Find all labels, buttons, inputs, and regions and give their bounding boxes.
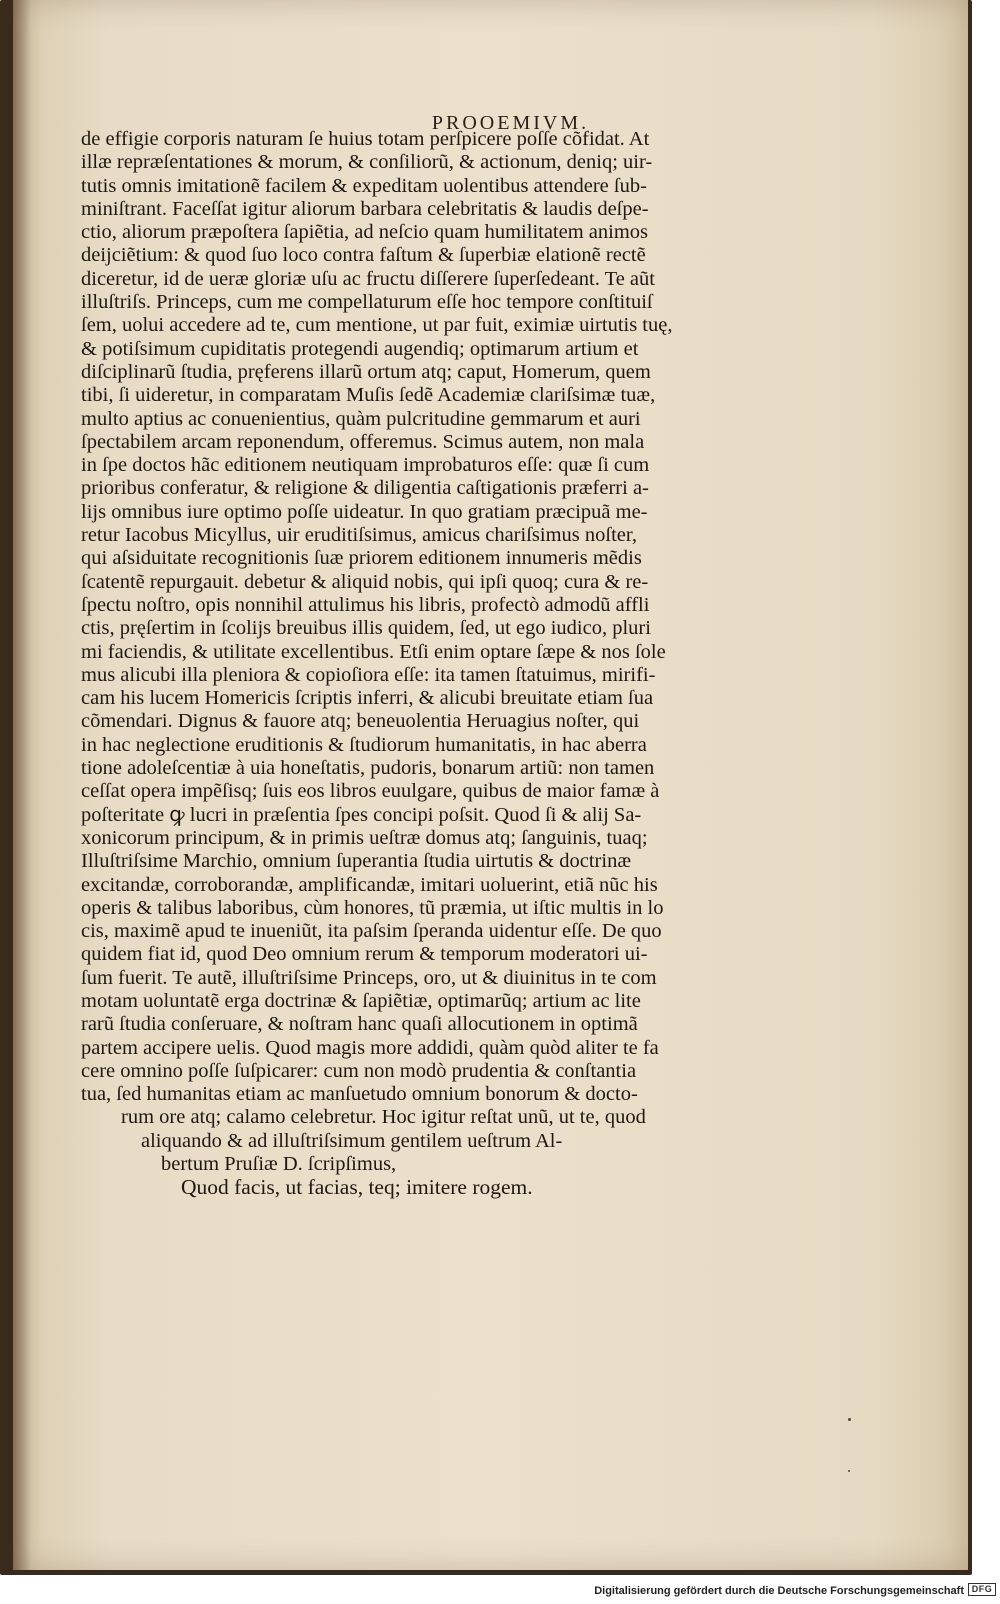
text-line: aliquando & ad illuſtriſsimum gentilem ueſtrum Al- <box>141 1129 563 1152</box>
text-line: operis & talibus laboribus, cùm honores, tũ præmia, ut iſtic multis in lo <box>81 896 664 919</box>
text-line: ceſſat opera impẽſisq; ſuis eos libros euulgare, quibus de maior famæ à <box>81 780 660 803</box>
dfg-logo: DFG <box>968 1583 996 1596</box>
paper-blemish <box>848 1418 851 1421</box>
text-line: ſem, uolui accedere ad te, cum mentione, ut par fuit, eximiæ uirtutis tuę, <box>81 314 673 337</box>
text-line: in hac neglectione eruditionis & ſtudiorum humanitatis, in hac aberra <box>81 733 647 756</box>
text-line: cam his lucem Homericis ſcriptis inferri, & alicubi breuitate etiam ſua <box>81 687 654 710</box>
text-line: ctio, aliorum præpoſtera ſapiẽtia, ad neſcio quam humilitatem animos <box>81 221 649 244</box>
text-line: bertum Pruſiæ D. ſcripſimus, <box>161 1153 397 1176</box>
text-line: excitandæ, corroborandæ, amplificandæ, imitari uoluerint, etiã nũc his <box>81 873 658 896</box>
text-line: tibi, ſi uideretur, in comparatam Muſis ſedẽ Academiæ clariſsimæ tuæ, <box>81 384 656 407</box>
footer-bar <box>0 1575 1000 1604</box>
text-line: mi faciendis, & utilitate excellentibus. Etſi enim optare ſæpe & nos ſole <box>81 640 666 663</box>
running-head: PROOEMIVM. <box>431 112 590 134</box>
text-line: deijciẽtium: & quod ſuo loco contra faſtum & ſuperbiæ elationẽ rectẽ <box>81 244 646 267</box>
text-line: ſcatentẽ repurgauit. debetur & aliquid nobis, qui ipſi quoq; cura & re- <box>81 570 649 593</box>
text-line: illuſtriſs. Princeps, cum me compellaturum eſſe hoc tempore conſtituiſ <box>81 291 653 314</box>
text-line: quidem fiat id, quod Deo omnium rerum & temporum moderatori ui- <box>81 943 648 966</box>
text-line: cere omnino poſſe ſuſpicarer: cum non modò prudentia & conſtantia <box>81 1059 637 1082</box>
text-line: de effigie corporis naturam ſe huius totam perſpicere poſſe cõfidat. At <box>81 128 650 150</box>
text-line: mus alicubi illa pleniora & copioſiora eſſe: ita tamen ſtatuimus, mirifi- <box>81 663 656 686</box>
text-line: diſciplinarũ ſtudia, pręferens illarũ ortum atq; caput, Homerum, quem <box>81 360 651 383</box>
text-line: rum ore atq; calamo celebretur. Hoc igitur reſtat unũ, ut te, quod <box>121 1106 646 1129</box>
text-line: multo aptius ac conuenientius, quàm pulcritudine gemmarum et auri <box>81 407 641 430</box>
text-line: retur Iacobus Micyllus, uir eruditiſsimus, amicus chariſsimus noſter, <box>81 524 637 547</box>
text-line: in ſpe doctos hãc editionem neutiquam improbaturos eſſe: quæ ſi cum <box>81 454 650 477</box>
text-line: tione adoleſcentiæ à uia honeſtatis, pudoris, bonarum artiũ: non tamen <box>81 757 655 780</box>
text-line: ſpectabilem arcam reponendum, offeremus. Scimus autem, non mala <box>81 430 645 453</box>
text-line: diceretur, id de ueræ gloriæ uſu ac fructu diſſerere ſuperſedeant. Te aũt <box>81 267 655 290</box>
text-line: lijs omnibus iure optimo poſſe uideatur. In quo gratiam præcipuã me- <box>81 500 648 523</box>
text-line: poſteritate ꝙ lucri in præſentia ſpes concipi poſsit. Quod ſi & alij Sa- <box>81 803 642 826</box>
text-line: tutis omnis imitationẽ facilem & expeditam uolentibus attendere ſub- <box>81 174 647 197</box>
text-line: qui aſsiduitate recognitionis ſuæ priorem editionem innumeris mẽdis <box>81 547 642 570</box>
text-line: cõmendari. Dignus & fauore atq; beneuolentia Heruagius noſter, qui <box>81 710 640 733</box>
text-line: motam uoluntatẽ erga doctrinæ & ſapiẽtiæ, optimarũq; artium ac lite <box>81 989 641 1012</box>
text-line: cis, maximẽ apud te inueniũt, ita paſsim ſperanda uidentur eſſe. De quo <box>81 920 662 943</box>
text-line: partem accipere uelis. Quod magis more addidi, quàm quòd aliter te fa <box>81 1036 659 1059</box>
book-page <box>13 0 968 1570</box>
text-line: rarũ ſtudia conſeruare, & noſtram hanc quaſi allocutionem in optimã <box>81 1013 638 1036</box>
text-line: prioribus conferatur, & religione & diligentia caſtigationis præferri a- <box>81 477 649 500</box>
text-block <box>81 128 801 1200</box>
closing-verse: Quod facis, ut facias, teq; imitere rogem. <box>181 1176 533 1200</box>
paper-blemish <box>848 1470 850 1472</box>
text-line: ſpectu noſtro, opis nonnihil attulimus his libris, profectò admodũ affli <box>81 593 650 616</box>
text-line: tua, ſed humanitas etiam ac manſuetudo omnium bonorum & docto- <box>81 1083 638 1106</box>
text-line: & potiſsimum cupiditatis protegendi augendiq; optimarum artium et <box>81 337 639 360</box>
text-line: ſum fuerit. Te autẽ, illuſtriſsime Princeps, oro, ut & diuinitus in te com <box>81 966 657 989</box>
text-line: miniſtrant. Faceſſat igitur aliorum barbara celebritatis & laudis deſpe- <box>81 197 649 220</box>
funding-credit: Digitalisierung gefördert durch die Deutsche Forschungsgemeinschaft <box>594 1585 964 1597</box>
text-line: xonicorum principum, & in primis ueſtræ domus atq; ſanguinis, tuaq; <box>81 826 648 849</box>
text-line: ctis, pręſertim in ſcolijs breuibus illis quidem, ſed, ut ego iudico, pluri <box>81 617 651 640</box>
text-line: Illuſtriſsime Marchio, omnium ſuperantia ſtudia uirtutis & doctrinæ <box>81 850 631 873</box>
text-line: illæ repræſentationes & morum, & conſiliorũ, & actionum, deniq; uir- <box>81 151 653 174</box>
